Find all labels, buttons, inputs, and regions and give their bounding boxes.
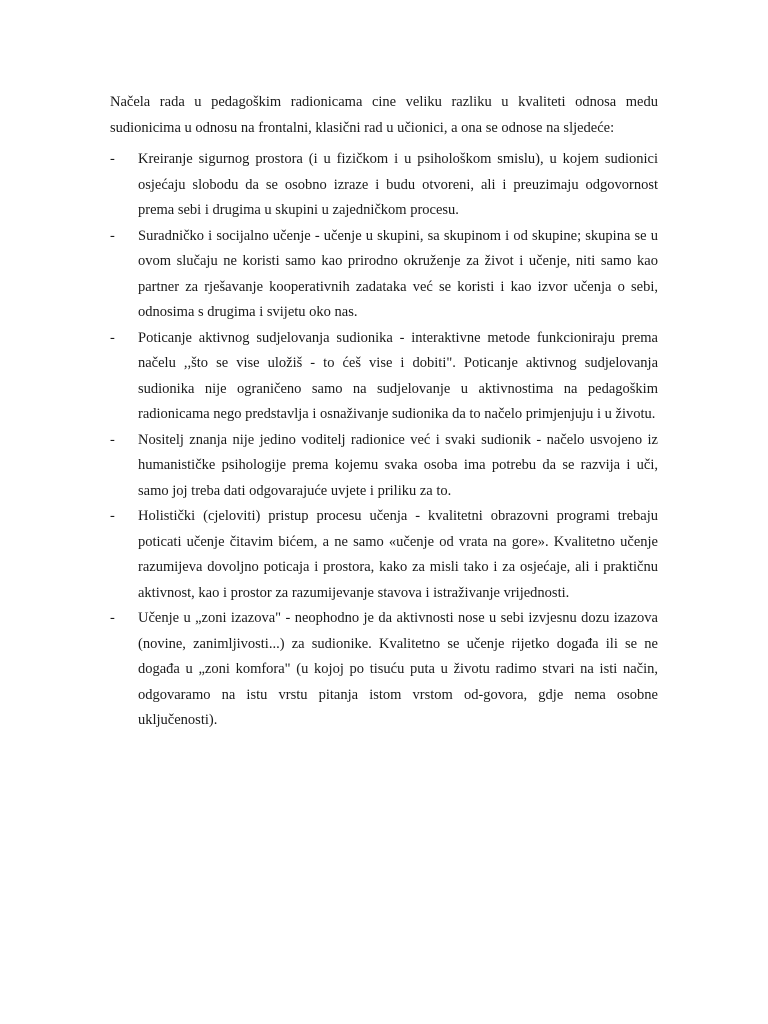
- bullet-dash: -: [110, 151, 115, 167]
- intro-paragraph: Načela rada u pedagoškim radionicama cine veliku razliku u kvaliteti odnosa medu sudionicima u odnosu na frontalni, klasični rad u učionici, a ona se odnose na sljedeće:: [110, 94, 658, 136]
- list-item: [110, 606, 658, 734]
- list-item: [110, 224, 658, 326]
- bullet-dash: -: [110, 508, 115, 524]
- list-item-text: Holistički (cjeloviti) pristup procesu učenja - kvalitetni obrazovni programi trebaju poticati učenje čitavim bićem, a ne samo «učenje od vrata na gore». Kvalitetno učenje razumijeva dovoljno poticaja i prostora, kako za misli tako i za osjećaje, ali i praktičnu aktivnost, kao i prostor za razumijevanje stavova i istraživanje vrijednosti.: [138, 508, 658, 601]
- document-page: [110, 90, 658, 734]
- bullet-dash: -: [110, 329, 115, 346]
- list-item-text: Poticanje aktivnog sudjelovanja sudionika - interaktivne metode funkcioniraju prema načelu ,,što se vise uložiš - to ćeš vise i dobiti". Poticanje aktivnog sudjelovanja sudionika nije ograničeno samo na sudjelovanje u aktivnostima na pedagoškim radionicama nego predstavlja i osnaživanje sudionika da to načelo primjenjuju i u životu.: [138, 329, 658, 422]
- bullet-dash: -: [110, 431, 115, 448]
- principles-list: [110, 147, 658, 734]
- list-item-text: Suradničko i socijalno učenje - učenje u skupini, sa skupinom i od skupine; skupina se u ovom slučaju ne koristi samo kao prirodno okruženje za život i učenje, niti samo kao partner za rješavanje kooperativnih zadataka već se koristi i kao izvor učenja o sebi, odnosima s drugima i svijetu oko nas.: [138, 227, 658, 320]
- list-item: [110, 428, 658, 505]
- list-item-text: Nositelj znanja nije jedino voditelj radionice već i svaki sudionik - načelo usvojeno iz humanističke psihologije prema kojemu svaka osoba ima potrebu da se razvija i uči, samo joj treba dati odgovarajuće uvjete i priliku za to.: [138, 431, 658, 499]
- list-item-text: Učenje u „zoni izazova" - neophodno je da aktivnosti nose u sebi izvjesnu dozu izazova (novine, zanimljivosti...) za sudionike. Kvalitetno se učenje rijetko događa ili se ne događa u „zoni komfora" (u kojoj po tisuću puta u životu radimo stvari na isti način, odgovaramo na istu vrstu pitanja istom vrstom od-govora, gdje nema osobne uključenosti).: [138, 610, 658, 728]
- list-item-text: Kreiranje sigurnog prostora (i u fizičkom i u psihološkom smislu), u kojem sudionici osjećaju slobodu da se osobno izraze i budu otvoreni, ali i preuzimaju odgovornost prema sebi i drugima u skupini u zajedničkom procesu.: [138, 151, 658, 218]
- list-item: [110, 504, 658, 606]
- list-item: [110, 147, 658, 224]
- bullet-dash: -: [110, 227, 115, 244]
- list-item: [110, 326, 658, 428]
- bullet-dash: -: [110, 610, 115, 626]
